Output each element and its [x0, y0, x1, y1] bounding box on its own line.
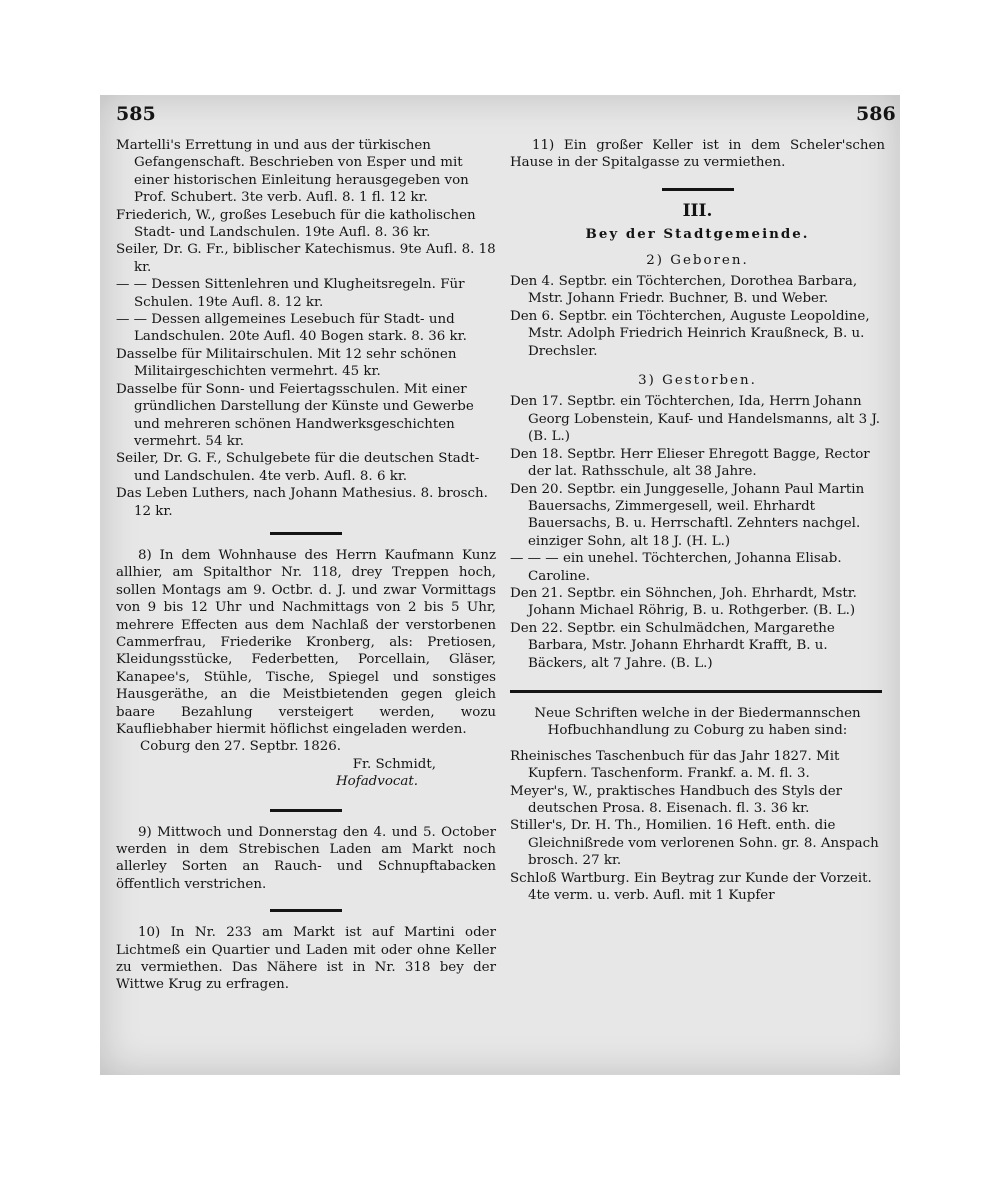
separator	[270, 532, 342, 535]
death-entry: — — — ein unehel. Töchterchen, Johanna Elisab. Caroline.	[510, 551, 842, 584]
book-entry: — — Dessen Sittenlehren und Klugheitsregeln. Für Schulen. 19te Aufl. 8. 12 kr.	[116, 277, 465, 310]
death-entry: Den 17. Septbr. ein Töchterchen, Ida, Herrn Johann Georg Lobenstein, Kauf- und Handelsmanns, alt 3 J. (B. L.)	[510, 394, 881, 445]
tobacco-notice: 9) Mittwoch und Donnerstag den 4. und 5. October werden in dem Strebischen Laden am Markt noch allerley Sorten an Rauch- und Schnupftabacken öffentlich verstrichen.	[116, 824, 496, 892]
death-entry: Den 18. Septbr. Herr Elieser Ehregott Bagge, Rector der lat. Rathsschule, alt 38 Jahre.	[510, 446, 870, 480]
book-entry: Dasselbe für Sonn- und Feiertagsschulen. Mit einer gründlichen Darstellung der Künste und Gewerbe und mehreren schönen Handwerksgeschichten vermehrt. 54 kr.	[116, 381, 474, 449]
book-entry: Das Leben Luthers, nach Johann Mathesius. 8. brosch. 12 kr.	[116, 486, 488, 519]
section-rule	[510, 690, 882, 693]
birth-entry: Den 6. Septbr. ein Töchterchen, Auguste Leopoldine, Mstr. Adolph Friedrich Heinrich Kraußneck, B. u. Drechsler.	[510, 308, 870, 359]
book-entry: Seiler, Dr. G. Fr., biblischer Katechismus. 9te Aufl. 8. 18 kr.	[116, 242, 496, 275]
left-column	[116, 137, 496, 994]
book-entry: Friederich, W., großes Lesebuch für die katholischen Stadt- und Landschulen. 19te Aufl. 8. 36 kr.	[116, 207, 476, 241]
separator	[270, 909, 342, 912]
book-entry: Stiller's, Dr. H. Th., Homilien. 16 Heft. enth. die Gleichnißrede vom verlorenen Sohn. gr. 8. Anspach brosch. 27 kr.	[510, 818, 879, 869]
death-entry: Den 22. Septbr. ein Schulmädchen, Margarethe Barbara, Mstr. Johann Ehrhardt Krafft, B. u. Bäckers, alt 7 Jahre. (B. L.)	[510, 620, 835, 671]
page-number-right: 586	[856, 103, 896, 125]
birth-entry: Den 4. Septbr. ein Töchterchen, Dorothea Barbara, Mstr. Johann Friedr. Buchner, B. und Weber.	[510, 274, 858, 307]
cellar-notice: 11) Ein großer Keller ist in dem Scheler'schen Hause in der Spitalgasse zu vermiethen.	[510, 138, 885, 171]
book-entry: Schloß Wartburg. Ein Beytrag zur Kunde der Vorzeit. 4te verm. u. verb. Aufl. mit 1 Kupfer	[510, 870, 872, 904]
section-title: Bey der Stadtgemeinde.	[585, 226, 810, 243]
separator	[662, 188, 734, 191]
books-heading: Neue Schriften welche in der Biedermannschen Hofbuchhandlung zu Coburg zu haben sind:	[534, 705, 861, 739]
page-number-left: 585	[116, 103, 156, 125]
death-entry: Den 21. Septbr. ein Söhnchen, Joh. Ehrhardt, Mstr. Johann Michael Röhrig, B. u. Rothgerber. (B. L.)	[510, 585, 857, 619]
book-entry: Martelli's Errettung in und aus der türkischen Gefangenschaft. Beschrieben von Esper und mit einer historischen Einleitung herausgegeben von Prof. Schubert. 3te verb. Aufl. 8. 1 fl. 12 kr.	[116, 138, 469, 206]
book-entry: Seiler, Dr. G. F., Schulgebete für die deutschen Stadt- und Landschulen. 4te verb. Aufl. 8. 6 kr.	[116, 451, 480, 484]
section-number: III.	[682, 200, 713, 221]
signature-title: Hofadvocat.	[336, 774, 418, 790]
book-entry: Dasselbe für Militairschulen. Mit 12 sehr schönen Militairgeschichten vermehrt. 45 kr.	[116, 346, 457, 380]
born-heading: 2) Geboren.	[646, 252, 749, 268]
place-date: Coburg den 27. Septbr. 1826.	[140, 739, 342, 755]
signature-name: Fr. Schmidt,	[352, 756, 436, 772]
died-heading: 3) Gestorben.	[638, 373, 757, 389]
book-entry: Meyer's, W., praktisches Handbuch des Styls der deutschen Prosa. 8. Eisenach. fl. 3. 36 kr.	[510, 783, 843, 816]
right-column	[510, 137, 885, 904]
book-entry: Rheinisches Taschenbuch für das Jahr 1827. Mit Kupfern. Taschenform. Frankf. a. M. fl. 3.	[510, 748, 840, 782]
auction-notice: 8) In dem Wohnhause des Herrn Kaufmann Kunz allhier, am Spitalthor Nr. 118, drey Treppen hoch, sollen Montags am 9. Octbr. d. J. und zwar Vormittags von 9 bis 12 Uhr und Nachmittags von 2 bis 5 Uhr, mehrere Effecten aus dem Nachlaß der verstorbenen Cammerfrau, Friederike Kronberg, als: Pretiosen, Kleidungsstücke, Federbetten, Porcellain, Gläser, Kanapee's, Stühle, Tische, Spiegel und sonstiges Hausgeräthe, an die Meistbietenden gegen gleich baare Bezahlung versteigert werden, wozu Kaufliebhaber hiermit höflichst eingeladen werden.	[116, 547, 496, 737]
death-entry: Den 20. Septbr. ein Junggeselle, Johann Paul Martin Bauersachs, Zimmergesell, weil. Ehrhardt Bauersachs, B. u. Herrschaftl. Zehnters nachgel. einziger Sohn, alt 18 J. (H. L.)	[510, 481, 865, 549]
rental-notice: 10) In Nr. 233 am Markt ist auf Martini oder Lichtmeß ein Quartier und Laden mit oder ohne Keller zu vermiethen. Das Nähere ist in Nr. 318 bey der Wittwe Krug zu erfragen.	[116, 925, 496, 993]
separator	[270, 809, 342, 812]
book-entry: — — Dessen allgemeines Lesebuch für Stadt- und Landschulen. 20te Aufl. 40 Bogen stark. 8. 36 kr.	[116, 312, 467, 345]
